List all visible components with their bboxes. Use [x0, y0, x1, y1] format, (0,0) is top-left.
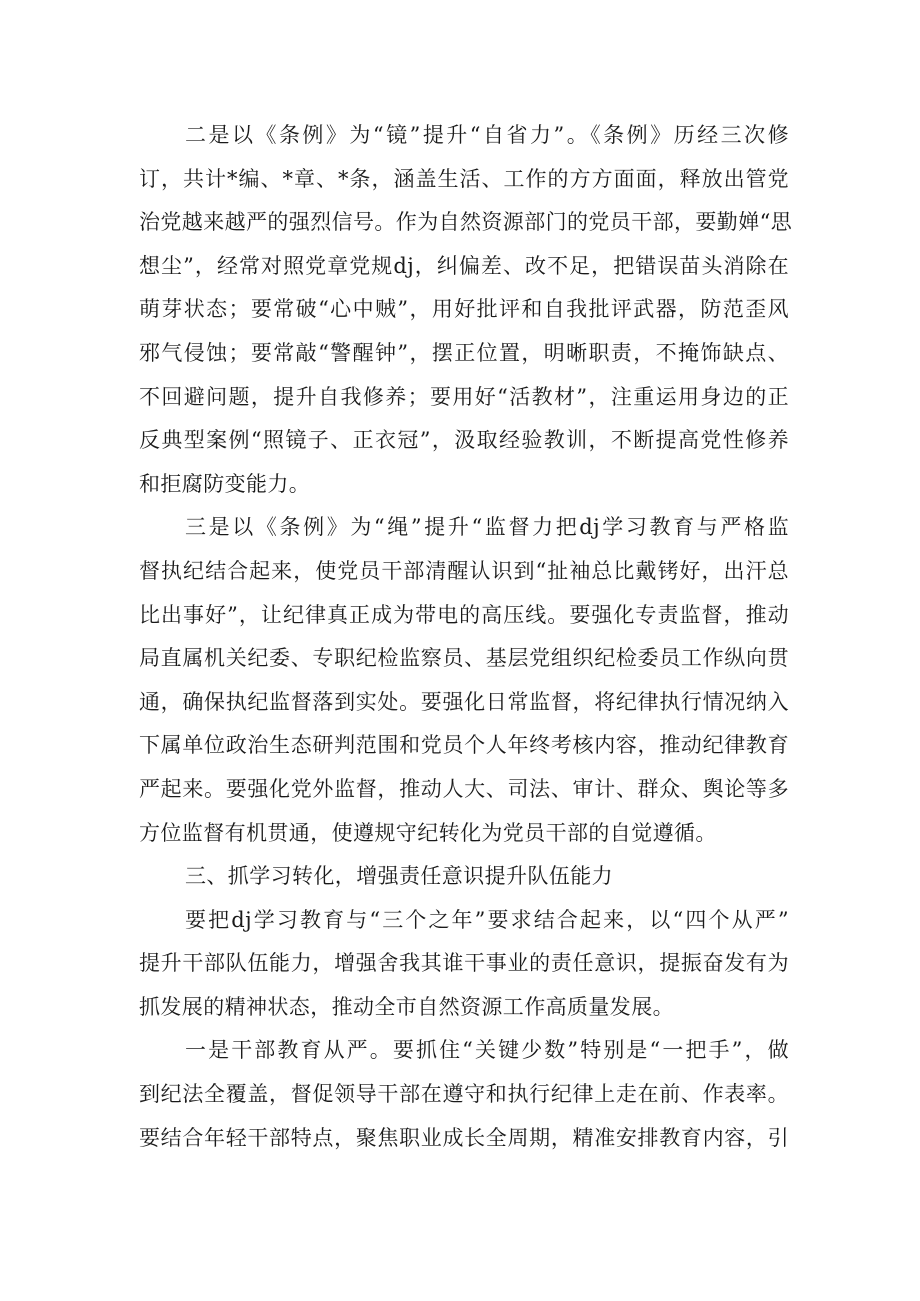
text-line: 通，确保执纪监督落到实处。要强化日常监督，将纪律执行情况纳入 — [139, 689, 789, 714]
text-line: 二是以《条例》为“镜”提升“自省力”。《条例》历经三次修 — [185, 123, 789, 147]
section-heading — [139, 855, 789, 899]
paragraph-rope-supervision — [139, 506, 789, 855]
text-line: 比出事好”，让纪律真正成为带电的高压线。要强化专责监督，推动 — [139, 602, 789, 627]
text-line: 想尘”，经常对照党章党规dj，纠偏差、改不足，把错误苗头消除在 — [139, 253, 789, 278]
text-line: 萌芽状态；要常破“心中贼”，用好批评和自我批评武器，防范歪风 — [139, 297, 789, 322]
text-line: 和拒腐防变能力。 — [139, 471, 311, 496]
text-line: 邪气侵蚀；要常敲“警醒钟”，摆正位置，明晰职责，不掩饰缺点、 — [139, 340, 789, 365]
text-line: 抓发展的精神状态，推动全市自然资源工作高质量发展。 — [139, 994, 674, 1019]
text-line: 要把dj学习教育与“三个之年”要求结合起来，以“四个从严” — [185, 907, 789, 932]
text-line: 三是以《条例》为“绳”提升“监督力把dj学习教育与严格监 — [185, 515, 789, 540]
text-line: 下属单位政治生态研判范围和党员个人年终考核内容，推动纪律教育 — [139, 733, 789, 758]
text-line: 严起来。要强化党外监督，推动人大、司法、审计、群众、舆论等多 — [139, 776, 789, 801]
text-line: 提升干部队伍能力，增强舍我其谁干事业的责任意识，提振奋发有为 — [139, 951, 789, 976]
text-line: 反典型案例“照镜子、正衣冠”，汲取经验教训，不断提高党性修养 — [139, 428, 789, 453]
text-line: 订，共计*编、*章、*条，涵盖生活、工作的方方面面，释放出管党 — [139, 166, 789, 191]
text-line: 不回避问题，提升自我修养；要用好“活教材”，注重运用身边的正 — [139, 384, 789, 409]
text-line: 方位监督有机贯通，使遵规守纪转化为党员干部的自觉遵循。 — [139, 820, 717, 845]
text-line: 到纪法全覆盖，督促领导干部在遵守和执行纪律上走在前、作表率。 — [139, 1082, 789, 1107]
paragraph-cadre-education — [139, 1029, 789, 1160]
text-line: 治党越来越严的强烈信号。作为自然资源部门的党员干部，要勤婵“思 — [139, 210, 793, 235]
paragraph-section-intro — [139, 899, 789, 1030]
heading-line: 三、抓学习转化，增强责任意识提升队伍能力 — [185, 864, 613, 889]
text-line: 督执纪结合起来，使党员干部清醒认识到“扯袖总比戴铐好，出汗总 — [139, 558, 789, 583]
text-line: 一是干部教育从严。要抓住“关键少数”特别是“一把手”，做 — [185, 1038, 789, 1063]
text-line: 局直属机关纪委、专职纪检监察员、基层党组织纪检委员工作纵向贯 — [139, 646, 789, 671]
paragraph-mirror-self-reflection — [139, 114, 793, 506]
text-line: 要结合年轻干部特点，聚焦职业成长全周期，精准安排教育内容，引 — [139, 1125, 789, 1150]
document-body — [139, 114, 793, 1160]
